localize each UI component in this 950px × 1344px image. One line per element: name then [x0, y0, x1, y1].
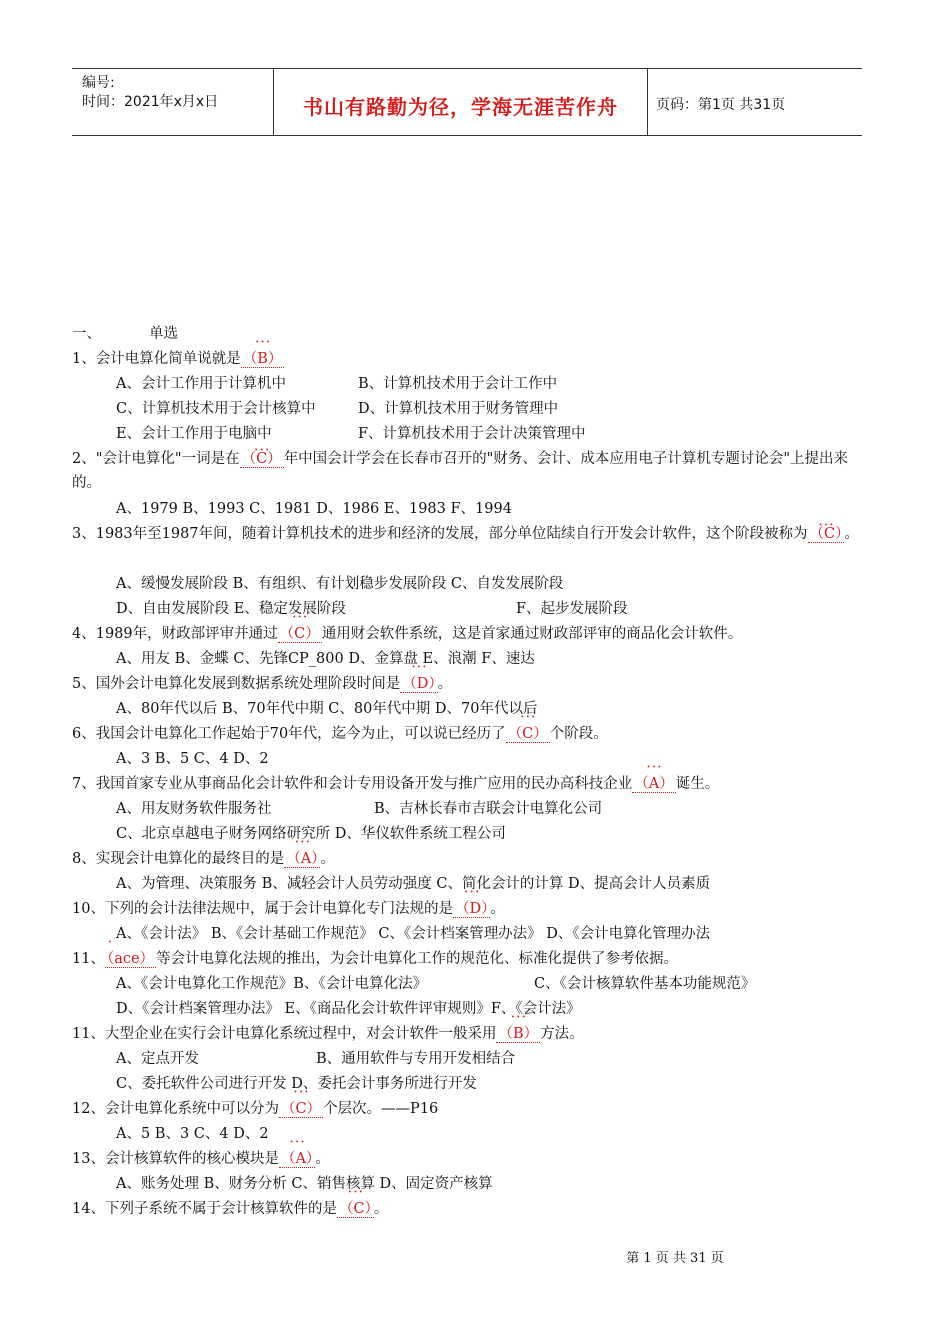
option-row: C、委托软件公司进行开发 D、委托会计事务所进行开发 — [116, 1076, 477, 1092]
option: F、起步发展阶段 — [516, 601, 628, 617]
answer: • • • （C） — [506, 726, 550, 743]
answer: • • • （D） — [400, 676, 437, 693]
option-row: A、《会计法》 B、《会计基础工作规范》 C、《会计档案管理办法》 D、《会计电算化管理办法 — [116, 926, 711, 942]
question-11a: 11、• （ace） 等会计电算化法规的推出，为会计电算化工作的规范化、标准化提供了参考依据。 — [72, 947, 678, 968]
question-8: 8、实现会计电算化的最终目的是• • • （A） 。 — [72, 847, 335, 868]
option: D、计算机技术用于财务管理中 — [358, 401, 559, 417]
answer: • • • （C） — [808, 526, 845, 543]
option: F、计算机技术用于会计决策管理中 — [358, 426, 586, 442]
option-row: A、为管理、决策服务 B、减轻会计人员劳动强度 C、简化会计的计算 D、提高会计人员素质 — [116, 876, 711, 892]
option-row: A、《会计电算化工作规范》B、《会计电算化法》 — [116, 976, 428, 992]
question-11b: 11、大型企业在实行会计电算化系统过程中，对会计软件一般采用• • • （B） 方法。 — [72, 1022, 584, 1043]
option-row: D、《会计档案管理办法》 E、《商品化会计软件评审规则》F、《会计法》 — [116, 1001, 581, 1017]
answer: • • • （C） — [240, 451, 284, 468]
answer: • • • （B） — [496, 1026, 540, 1043]
header-motto: 书山有路勤为径，学海无涯苦作舟 — [303, 95, 618, 119]
answer: • • • （C） — [337, 1201, 374, 1218]
option-row: D、自由发展阶段 E、稳定发展阶段 — [116, 601, 346, 617]
option-row: A、账务处理 B、财务分析 C、销售核算 D、固定资产核算 — [116, 1176, 493, 1192]
page-footer — [0, 1247, 950, 1266]
section-heading: 一、 单选 — [72, 326, 178, 342]
page-header — [72, 68, 862, 136]
option-row: A、3 B、5 C、4 D、2 — [116, 751, 269, 767]
option: E、会计工作用于电脑中 — [116, 426, 272, 442]
answer: • （ace） — [105, 951, 156, 968]
question-7: 7、我国首家专业从事商品化会计软件和会计专用设备开发与推广应用的民办高科技企业• • • （A） 诞生。 — [72, 772, 719, 793]
option: C、计算机技术用于会计核算中 — [116, 401, 316, 417]
question-1: 1、会计电算化简单说就是• • • （B） — [72, 347, 284, 368]
answer: • • • （C） — [279, 1101, 323, 1118]
question-2: 2、"会计电算化"一词是在• • • （C） 年中国会计学会在长春市召开的"财务、会计、成本应用电子计算机专题讨论会"上提出来的。 — [72, 447, 862, 495]
footer-page-number: 第 1 页 共 31 页 — [626, 1251, 724, 1266]
option: A、定点开发 — [116, 1051, 199, 1067]
option: C、《会计核算软件基本功能规范》 — [534, 976, 756, 992]
header-meta — [72, 69, 274, 135]
option: B、通用软件与专用开发相结合 — [316, 1051, 516, 1067]
question-4: 4、1989年，财政部评审并通过• • • （C） 通用财会软件系统，这是首家通过财政部评审的商品化会计软件。 — [72, 622, 742, 643]
option: A、用友财务软件服务社 — [116, 801, 272, 817]
answer: • • • （B） — [241, 351, 285, 368]
question-13: 13、会计核算软件的核心模块是• • • （A） 。 — [72, 1147, 330, 1168]
option-row: A、80年代以后 B、70年代中期 C、80年代中期 D、70年代以后 — [116, 701, 538, 717]
option-row: A、5 B、3 C、4 D、2 — [116, 1126, 269, 1142]
option: B、吉林长春市吉联会计电算化公司 — [374, 801, 603, 817]
answer: • • • （A） — [284, 851, 320, 868]
question-12: 12、会计电算化系统中可以分为• • • （C） 个层次。——P16 — [72, 1097, 438, 1118]
time-label: 时间：2021年x月x日 — [82, 94, 219, 110]
page-label: 页码：第1页 共31页 — [656, 97, 786, 113]
option-row: A、用友 B、金蝶 C、先锋CP_800 D、金算盘 E、浪潮 F、速达 — [116, 651, 535, 667]
option-row: C、北京卓越电子财务网络研究所 D、华仪软件系统工程公司 — [116, 826, 506, 842]
question-10: 10、下列的会计法律法规中，属于会计电算化专门法规的是• • • （D） 。 — [72, 897, 505, 918]
option: B、计算机技术用于会计工作中 — [358, 376, 558, 392]
question-5: 5、国外会计电算化发展到数据系统处理阶段时间是• • • （D） 。 — [72, 672, 452, 693]
number-label: 编号: — [82, 75, 115, 91]
header-motto-cell — [274, 69, 648, 135]
answer: • • • （A） — [279, 1151, 315, 1168]
question-14: 14、下列子系统不属于会计核算软件的是• • • （C） 。 — [72, 1197, 388, 1218]
answer: • • • （D） — [453, 901, 490, 918]
header-page-cell — [648, 69, 862, 135]
question-6: 6、我国会计电算化工作起始于70年代，迄今为止，可以说已经历了• • • （C） 个阶段。 — [72, 722, 608, 743]
question-3: 3、1983年至1987年间，随着计算机技术的进步和经济的发展，部分单位陆续自行开发会计软件，这个阶段被称为• • • （C） 。 — [72, 522, 862, 546]
option-row: A、缓慢发展阶段 B、有组织、有计划稳步发展阶段 C、自发发展阶段 — [116, 576, 564, 592]
option: A、会计工作用于计算机中 — [116, 376, 286, 392]
answer: • • • （C） — [278, 626, 322, 643]
option-row: A、1979 B、1993 C、1981 D、1986 E、1983 F、1994 — [116, 501, 512, 517]
answer: • • • （A） — [632, 776, 675, 793]
